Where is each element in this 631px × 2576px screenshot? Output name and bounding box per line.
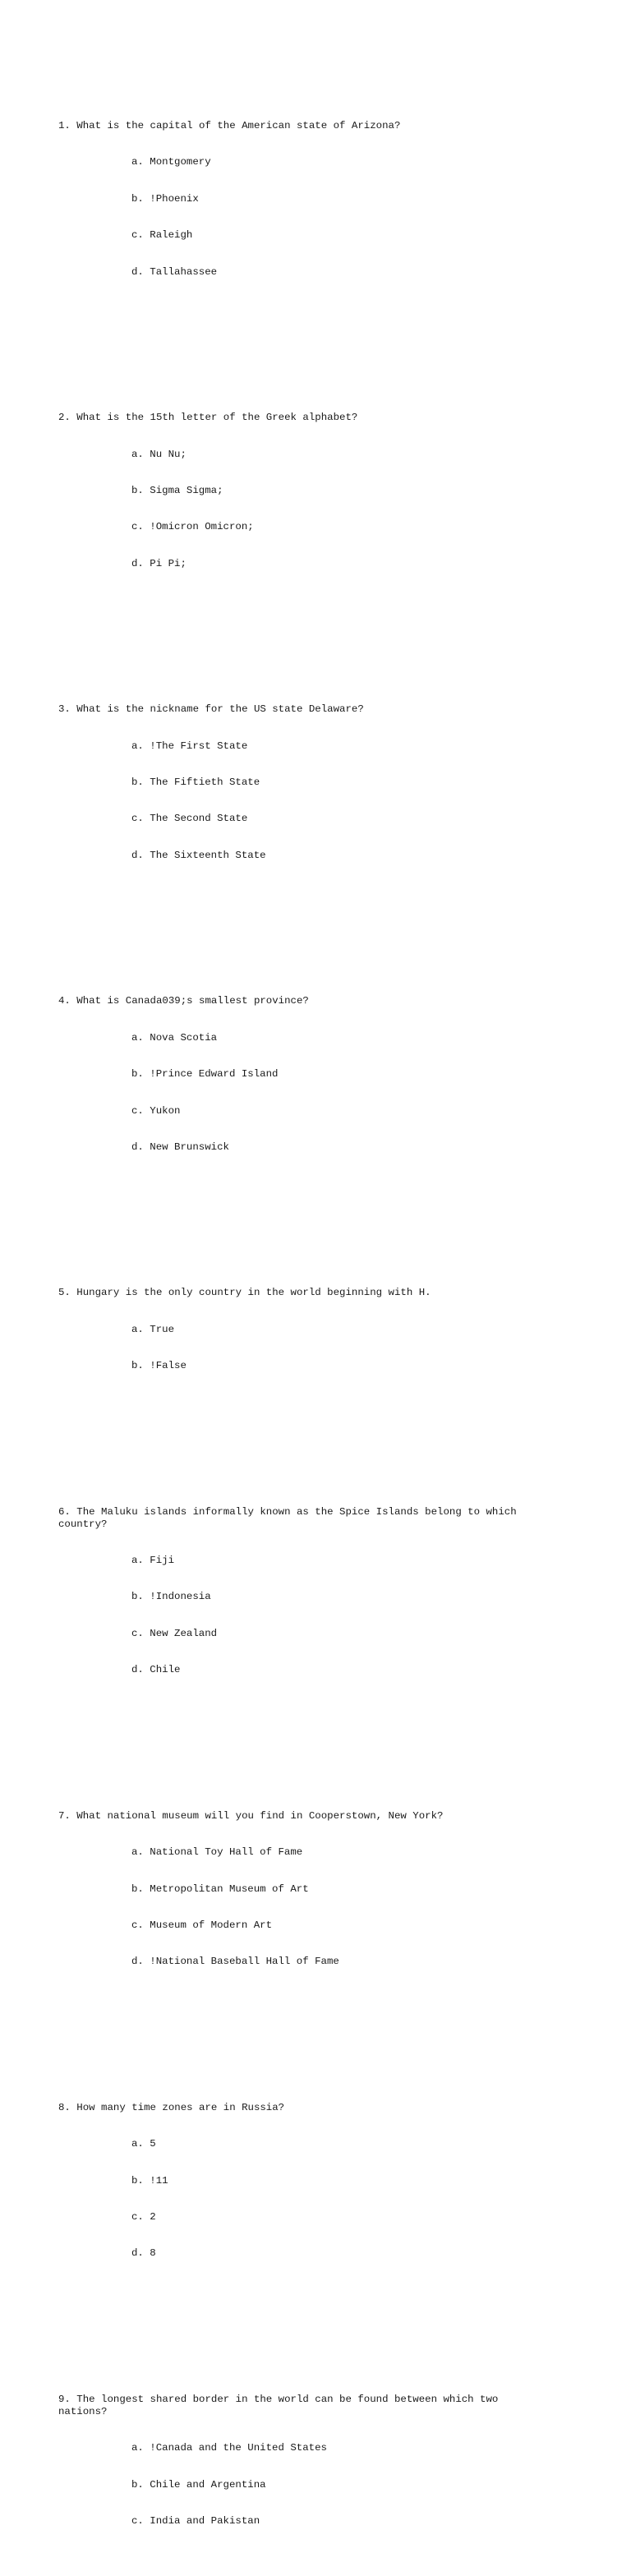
answer-option: c. The Second State (131, 813, 248, 825)
answer-option: b. Sigma Sigma; (131, 484, 223, 496)
question-1 (58, 95, 584, 302)
question-8 (58, 2077, 584, 2284)
answer-option: d. New Brunswick (131, 1141, 229, 1153)
question-2 (58, 388, 584, 595)
answer-option: c. Raleigh (131, 229, 193, 242)
answer-option: b. !Prince Edward Island (131, 1068, 279, 1081)
question-4 (58, 971, 584, 1178)
question-text: 8. How many time zones are in Russia? (58, 2101, 285, 2113)
answer-option: a. Nova Scotia (131, 1031, 218, 1044)
answer-option: b. !False (131, 1360, 187, 1372)
answer-option: d. 8 (131, 2247, 156, 2260)
question-text: 7. What national museum will you find in Cooperstown, New York? (58, 1809, 444, 1822)
answer-option: a. True (131, 1323, 175, 1335)
answer-option: a. National Toy Hall of Fame (131, 1846, 303, 1859)
answer-option: d. !National Baseball Hall of Fame (131, 1956, 339, 1968)
question-6 (58, 1482, 584, 1700)
question-spacer (58, 2016, 584, 2041)
question-text: 4. What is Canada039;s smallest province? (58, 995, 309, 1007)
answer-option: b. The Fiftieth State (131, 776, 260, 789)
answer-option: c. Museum of Modern Art (131, 1919, 273, 1931)
answer-option: d. Tallahassee (131, 265, 218, 278)
answer-option: c. Yukon (131, 1104, 181, 1117)
question-spacer (58, 327, 584, 352)
question-text: 5. Hungary is the only country in the world beginning with H. (58, 1287, 431, 1299)
answer-option: c. New Zealand (131, 1627, 218, 1639)
answer-option: d. Pi Pi; (131, 557, 187, 569)
question-spacer (58, 2308, 584, 2333)
answer-option: c. !Omicron Omicron; (131, 521, 254, 533)
answer-option: a. Fiji (131, 1555, 175, 1567)
question-7 (58, 1786, 584, 1993)
question-5 (58, 1263, 584, 1397)
answer-option: a. Nu Nu; (131, 448, 187, 460)
question-text: 2. What is the 15th letter of the Greek alphabet? (58, 412, 358, 424)
quiz-document (58, 59, 584, 2576)
answer-option: c. 2 (131, 2211, 156, 2223)
answer-option: b. Chile and Argentina (131, 2478, 266, 2491)
question-3 (58, 680, 584, 887)
answer-option: b. !Phoenix (131, 192, 199, 205)
answer-option: d. The Sixteenth State (131, 849, 266, 861)
question-spacer (58, 1421, 584, 1445)
question-text: 3. What is the nickname for the US state Delaware? (58, 703, 364, 716)
question-text: 6. The Maluku islands informally known as the Spice Islands belong to which country? (58, 1505, 523, 1530)
question-9 (58, 2369, 584, 2551)
answer-option: a. 5 (131, 2138, 156, 2150)
answer-option: b. !Indonesia (131, 1591, 211, 1603)
question-text: 9. The longest shared border in the world can be found between which two nations? (58, 2394, 504, 2417)
question-spacer (58, 910, 584, 935)
answer-option: b. !11 (131, 2174, 168, 2187)
question-spacer (58, 1202, 584, 1227)
answer-option: b. Metropolitan Museum of Art (131, 1882, 309, 1895)
answer-option: a. !Canada and the United States (131, 2442, 327, 2454)
answer-option: d. Chile (131, 1664, 181, 1676)
answer-option: a. Montgomery (131, 156, 211, 168)
question-spacer (58, 619, 584, 643)
answer-option: c. India and Pakistan (131, 2514, 260, 2527)
question-text: 1. What is the capital of the American state of Arizona? (58, 119, 401, 131)
answer-option: a. !The First State (131, 740, 248, 752)
question-spacer (58, 1725, 584, 1749)
